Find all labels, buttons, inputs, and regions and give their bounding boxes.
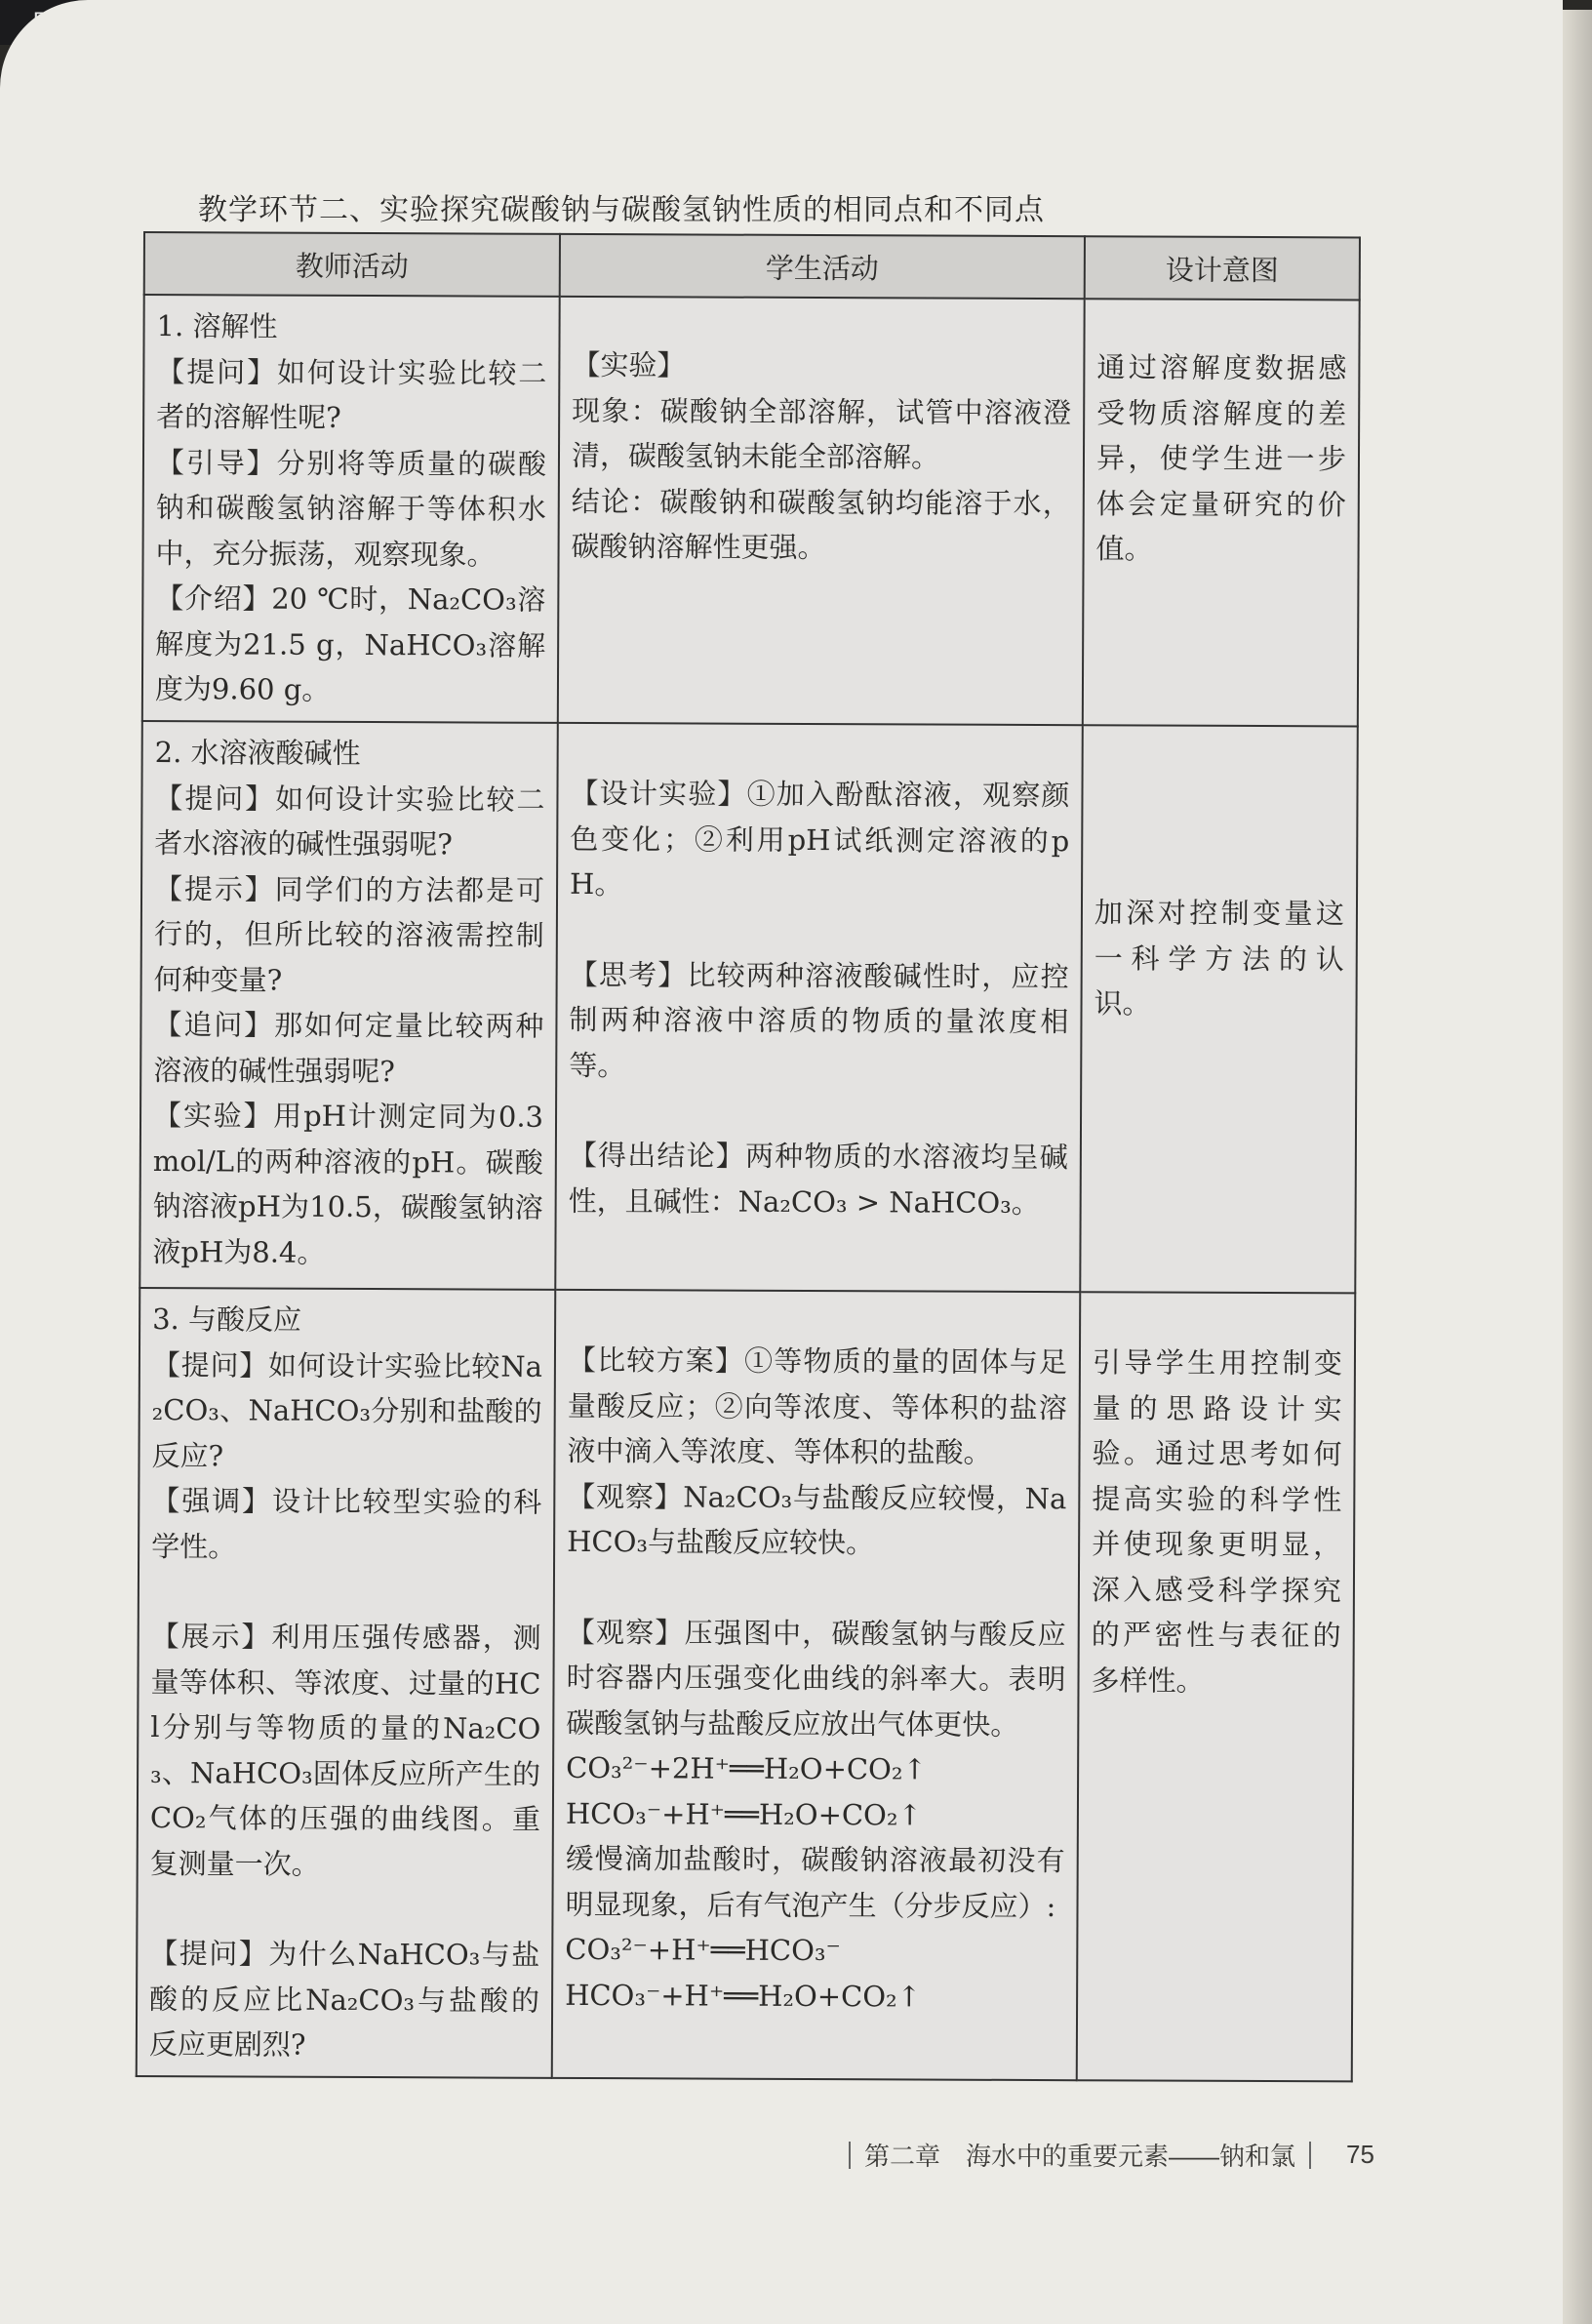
table-row-solubility	[142, 295, 1360, 726]
solubility-experiment: 【实验】	[572, 347, 686, 382]
solubility-intent: 通过溶解度数据感受物质溶解度的差异，使学生进一步体会定量研究的价值。	[1095, 350, 1347, 566]
section-heading: 教学环节二、实验探究碳酸钠与碳酸氢钠性质的相同点和不同点	[198, 193, 1045, 227]
acidity-intent: 加深对控制变量这一科学方法的认识。	[1094, 896, 1345, 1021]
acid-observe-pressure: 【观察】压强图中，碳酸氢钠与酸反应时容器内压强变化曲线的斜率大。表明碳酸氢钠与盐酸反应放出气体更快。	[566, 1615, 1066, 1742]
table-row-acidity	[139, 721, 1358, 1293]
acidity-experiment: 【实验】用pH计测定同为0.3 mol/L的两种溶液的pH。碳酸钠溶液pH为10.5，碳酸氢钠溶液pH为8.4。	[152, 1099, 544, 1269]
acid-intent-cell	[1077, 1292, 1356, 2081]
equation-2: HCO₃⁻+H⁺══H₂O+CO₂↑	[565, 1796, 922, 1831]
lesson-table	[136, 231, 1361, 2082]
acid-show: 【展示】利用压强传感器，测量等体积、等浓度、过量的HCl分别与等物质的量的Na₂CO₃、NaHCO₃固体反应所产生的CO₂气体的压强的曲线图。重复测量一次。	[149, 1620, 541, 1881]
acid-slow-drop: 缓慢滴加盐酸时，碳酸钠溶液最初没有明显现象，后有气泡产生（分步反应）:	[565, 1841, 1065, 1923]
acid-plan: 【比较方案】①等物质的量的固体与足量酸反应；②向等浓度、等体积的盐溶液中滴入等浓度、等体积的盐酸。	[567, 1342, 1068, 1469]
acidity-conclusion: 【得出结论】两种物质的水溶液均呈碱性，且碱性：Na₂CO₃ > NaHCO₃。	[568, 1138, 1068, 1220]
solubility-teacher-cell	[142, 295, 560, 723]
acidity-hint: 【提示】同学们的方法都是可行的，但所比较的溶液需控制何种变量?	[153, 871, 545, 997]
acid-teacher-cell	[137, 1288, 556, 2077]
solubility-intro: 【介绍】20 ℃时，Na₂CO₃溶解度为21.5 g，NaHCO₃溶解度为9.60 g。	[154, 581, 546, 706]
equation-1: CO₃²⁻+2H⁺══H₂O+CO₂↑	[566, 1750, 927, 1786]
acid-observe: 【观察】Na₂CO₃与盐酸反应较慢，NaHCO₃与盐酸反应较快。	[567, 1479, 1067, 1560]
acidity-intent-cell	[1080, 725, 1358, 1293]
page-number: 75	[1346, 2140, 1374, 2169]
table-row-acid-reaction	[137, 1288, 1356, 2081]
solubility-guide: 【引导】分别将等质量的碳酸钠和碳酸氢钠溶解于等体积水中，充分振荡，观察现象。	[155, 445, 547, 572]
equation-3: CO₃²⁻+H⁺══HCO₃⁻	[565, 1932, 841, 1968]
acidity-title: 2. 水溶液酸碱性	[154, 736, 361, 770]
footer-divider-left	[849, 2142, 851, 2169]
acidity-teacher-cell	[139, 721, 558, 1290]
header-intent: 设计意图	[1085, 236, 1360, 300]
acidity-design: 【设计实验】①加入酚酞溶液，观察颜色变化；②利用pH试纸测定溶液的pH。	[570, 776, 1070, 902]
acid-intent: 引导学生用控制变量的思路设计实验。通过思考如何提高实验的科学性并使现象更明显，深入感受科学探究的严密性与表征的多样性。	[1091, 1345, 1343, 1698]
solubility-question: 【提问】如何设计实验比较二者的溶解性呢?	[156, 354, 547, 434]
acidity-followup: 【追问】那如何定量比较两种溶液的碱性强弱呢?	[153, 1008, 544, 1088]
acid-emphasis: 【强调】设计比较型实验的科学性。	[151, 1484, 542, 1563]
solubility-title: 1. 溶解性	[156, 309, 278, 343]
acidity-question: 【提问】如何设计实验比较二者水溶液的碱性强弱呢?	[154, 781, 545, 861]
acid-question2: 【提问】为什么NaHCO₃与盐酸的反应比Na₂CO₃与盐酸的反应更剧烈?	[148, 1937, 540, 2062]
table-header-row	[144, 232, 1360, 300]
solubility-phenomenon: 现象：碳酸钠全部溶解，试管中溶液澄清，碳酸氢钠未能全部溶解。	[571, 393, 1072, 474]
solubility-conclusion: 结论：碳酸钠和碳酸氢钠均能溶于水，碳酸钠溶解性更强。	[571, 484, 1071, 565]
acidity-student-cell	[555, 723, 1083, 1292]
solubility-intent-cell	[1083, 299, 1360, 726]
acidity-think: 【思考】比较两种溶液酸碱性时，应控制两种溶液中溶质的物质的量浓度相等。	[569, 957, 1069, 1082]
header-student: 学生活动	[560, 234, 1085, 299]
acid-student-cell	[552, 1290, 1081, 2080]
acid-title: 3. 与酸反应	[152, 1302, 302, 1337]
header-teacher: 教师活动	[144, 232, 560, 297]
equation-4: HCO₃⁻+H⁺══H₂O+CO₂↑	[565, 1978, 922, 2013]
footer-divider-right	[1309, 2142, 1311, 2169]
footer-chapter: 第二章 海水中的重要元素——钠和氯	[864, 2142, 1296, 2171]
acid-question: 【提问】如何设计实验比较Na₂CO₃、NaHCO₃分别和盐酸的反应?	[151, 1347, 543, 1472]
solubility-student-cell	[558, 297, 1085, 725]
page-footer	[849, 2137, 1395, 2173]
